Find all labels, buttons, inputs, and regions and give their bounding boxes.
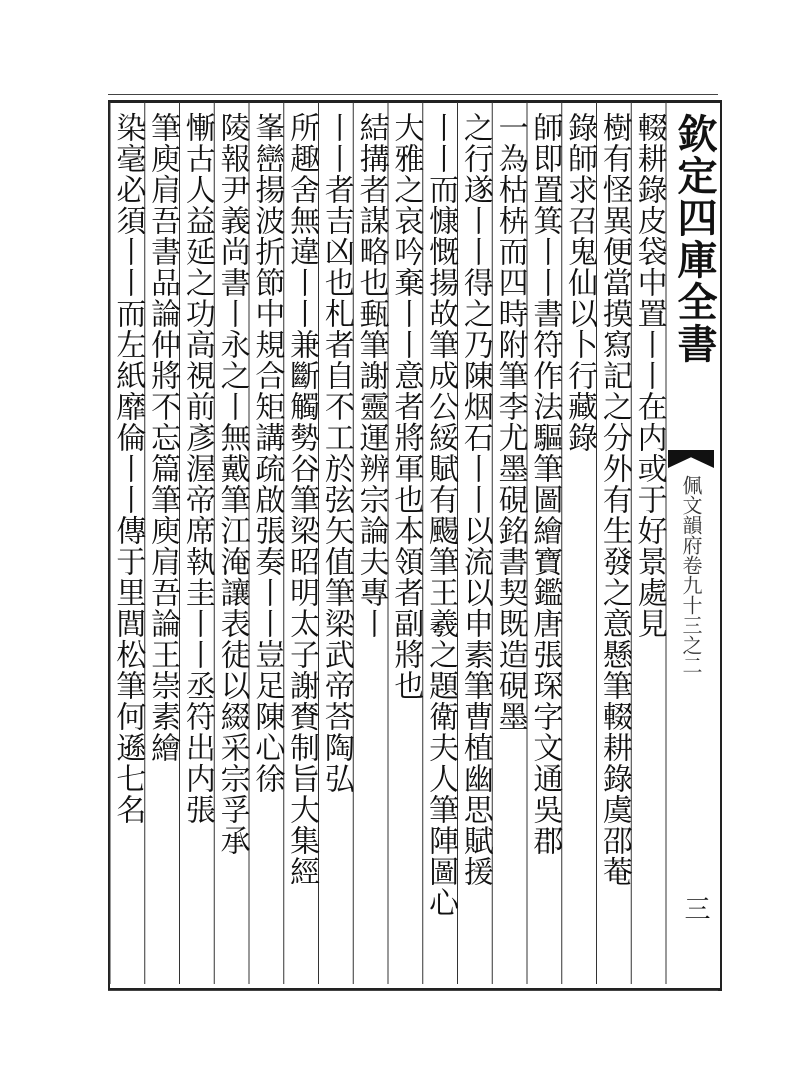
text-column: 染毫必須丨丨而左紙靡倫丨丨傳于里閭松筆何遜七名 bbox=[110, 112, 146, 825]
volume-label: 佩文韻府卷九十三之二 bbox=[679, 475, 703, 675]
text-column: 丨丨而慷慨揚故筆成公綏賦有颺筆王羲之題衛夫人筆陣圖心 bbox=[423, 112, 459, 918]
text-column: 筆庾肩吾書品論仲將不忘篇筆庾肩吾論王崇素繪 bbox=[145, 112, 181, 763]
bottom-rule bbox=[108, 990, 718, 991]
text-column: 輟耕錄皮袋中置丨丨在内或于好景處見 bbox=[631, 112, 667, 639]
text-column: 樹有怪異便當摸寫記之分外有生發之意懸筆輟耕錄虞邵菴 bbox=[596, 112, 632, 887]
text-column: 結搆者謀略也甀筆謝靈運辨宗論夫專丨 bbox=[353, 112, 389, 639]
text-column: 陵報尹義尚書丨永之丨無戴筆江淹讓表徒以綴采宗孚承 bbox=[214, 112, 250, 856]
text-column: 師即置箕丨丨書符作法驅筆圖繪寶鑑唐張琛字文通吳郡 bbox=[527, 112, 563, 856]
text-column: 大雅之哀吟棄丨丨意者將軍也本領者副將也 bbox=[388, 112, 424, 701]
text-column: 一為枯枿而四時附筆李尤墨硯銘書契既造硯墨 bbox=[492, 112, 528, 732]
text-column: 錄師求召鬼仙以卜行藏錄 bbox=[562, 112, 598, 453]
book-title: 欽定四庫全書 bbox=[671, 113, 718, 365]
text-column: 慚古人益延之功高視前彥渥帝席執圭丨丨丞符出内張 bbox=[179, 112, 215, 825]
page-number: 三 bbox=[680, 895, 710, 921]
text-column: 丨丨者吉凶也札者自不工於弦矢值筆梁武帝荅陶弘 bbox=[318, 112, 354, 794]
text-column: 所趣舍無違丨丨兼斷觸勢谷筆梁昭明太子謝賚制旨大集經 bbox=[284, 112, 320, 887]
text-column: 之行遂丨丨得之乃陳烟石丨丨以流以申素筆曹植幽思賦援 bbox=[457, 112, 493, 887]
top-rule bbox=[108, 94, 718, 95]
center-margin bbox=[668, 105, 718, 985]
fishtail-mark bbox=[668, 450, 714, 468]
text-column: 峯巒揚波折節中規合矩講疏啟張奏丨丨豈足陳心徐 bbox=[249, 112, 285, 794]
